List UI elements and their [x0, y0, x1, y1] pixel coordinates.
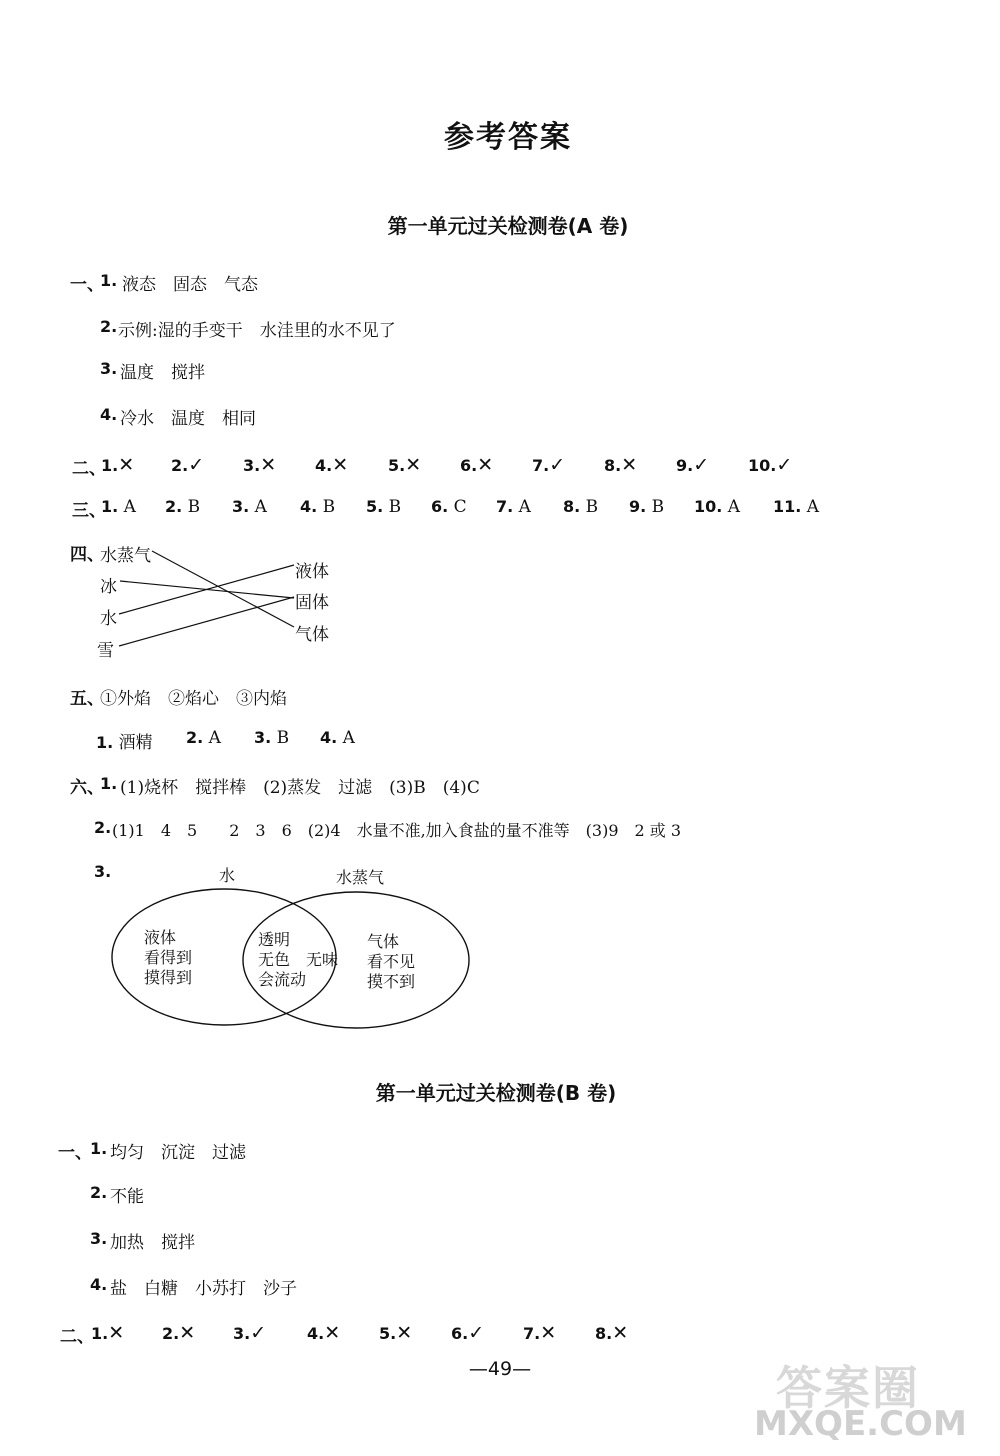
- a-q2-mark: ✕: [118, 454, 135, 476]
- a-q2-num: 5.: [388, 456, 406, 475]
- a-q3-num: 1.: [101, 497, 119, 516]
- a-q2-num: 7.: [532, 456, 550, 475]
- b-q1-item-num: 1.: [90, 1139, 108, 1158]
- a-q3-num: 9.: [629, 497, 647, 516]
- venn-left-only: [144, 928, 192, 988]
- section-b-title: 第一单元过关检测卷(B 卷): [375, 1081, 617, 1105]
- b-q2-num: 6.: [451, 1324, 469, 1343]
- b-q1-item-text: 均匀 沉淀 过滤: [110, 1143, 246, 1163]
- a-q5-answer: 酒精: [118, 733, 153, 753]
- a-q1-item-text: 温度 搅拌: [120, 363, 205, 383]
- a-q3-answer: B: [187, 497, 201, 517]
- a-q2-num: 2.: [171, 456, 189, 475]
- b-q2-mark: ✕: [396, 1322, 413, 1344]
- a-q6-label: 六、: [70, 778, 104, 798]
- venn-right-only: [367, 932, 415, 992]
- a-q3-answer: B: [322, 497, 336, 517]
- a-q3-num: 6.: [431, 497, 449, 516]
- a-q2-num: 10.: [748, 456, 777, 475]
- b-q2-mark: ✕: [612, 1322, 629, 1344]
- venn-text: 气体: [367, 932, 400, 951]
- venn-text: 透明: [258, 930, 291, 949]
- b-q2-mark: ✓: [468, 1322, 485, 1344]
- a-q5-num: 4.: [320, 728, 338, 747]
- a-q1-item-num: 3.: [100, 359, 118, 378]
- a-q5-num: 1.: [96, 733, 114, 752]
- a-q3-answer: B: [388, 497, 402, 517]
- a-q2-num: 8.: [604, 456, 622, 475]
- page-title: 参考答案: [444, 120, 572, 155]
- venn-text: 看不见: [367, 952, 416, 971]
- a-q3-label: 三、: [72, 501, 106, 521]
- b-q1-item-num: 3.: [90, 1229, 108, 1248]
- match-left-item: 水: [100, 609, 117, 629]
- a-q6-item-num: 1.: [100, 774, 118, 793]
- a-q5-num: 2.: [186, 728, 204, 747]
- venn-overlap: [258, 930, 338, 990]
- a-q3-num: 4.: [300, 497, 318, 516]
- watermark-logo: [740, 1352, 980, 1448]
- b-q2-num: 1.: [91, 1324, 109, 1343]
- match-line: [152, 551, 294, 627]
- a-q2-mark: ✕: [621, 454, 638, 476]
- a-q2-num: 6.: [460, 456, 478, 475]
- a-q2-mark: ✓: [188, 454, 205, 476]
- b-q2-mark: ✕: [179, 1322, 196, 1344]
- match-left-item: 雪: [97, 641, 114, 661]
- a-q2-mark: ✕: [332, 454, 349, 476]
- match-left-item: 冰: [100, 577, 117, 597]
- section-a-title: 第一单元过关检测卷(A 卷): [387, 214, 629, 238]
- a-q2-mark: ✓: [693, 454, 710, 476]
- a-q2-num: 4.: [315, 456, 333, 475]
- b-q2-num: 4.: [307, 1324, 325, 1343]
- b-q2-mark: ✓: [250, 1322, 267, 1344]
- a-q3-answer: B: [651, 497, 665, 517]
- a-q3-answer: A: [123, 497, 136, 517]
- a-q3-answer: A: [727, 497, 741, 517]
- a-q1-item-num: 1.: [100, 271, 118, 290]
- venn-text: 会流动: [258, 970, 307, 989]
- b-q2-num: 5.: [379, 1324, 397, 1343]
- a-q1-item-num: 4.: [100, 405, 118, 424]
- a-q6-item1: (1)烧杯 搅拌棒 (2)蒸发 过滤 (3)B (4)C: [120, 778, 480, 798]
- a-q5-num: 3.: [254, 728, 272, 747]
- a-q2-mark: ✕: [405, 454, 422, 476]
- a-q2-num: 1.: [101, 456, 119, 475]
- b-q2-mark: ✕: [540, 1322, 557, 1344]
- b-q2-num: 7.: [523, 1324, 541, 1343]
- venn-text: 摸不到: [367, 972, 416, 991]
- venn-text: 摸得到: [144, 968, 193, 987]
- a-q3-num: 8.: [563, 497, 581, 516]
- b-q2-row: [0, 1322, 1000, 1348]
- watermark-en: MXQE.COM: [754, 1404, 967, 1444]
- a-q2-mark: ✓: [776, 454, 793, 476]
- match-right-item: 固体: [295, 593, 329, 613]
- a-q1-item-text: 冷水 温度 相同: [120, 409, 256, 429]
- a-q3-answer: A: [254, 497, 267, 517]
- a-q2-num: 9.: [676, 456, 694, 475]
- b-q2-label: 二、: [60, 1327, 94, 1347]
- a-q6-item-num: 3.: [94, 862, 112, 881]
- match-left-item: 水蒸气: [100, 546, 151, 566]
- a-q3-num: 10.: [694, 497, 723, 516]
- a-q2-mark: ✕: [260, 454, 277, 476]
- b-q2-num: 3.: [233, 1324, 251, 1343]
- match-right-item: 气体: [295, 625, 329, 645]
- match-line: [119, 565, 294, 614]
- a-q3-answer: B: [585, 497, 599, 517]
- a-q1-item-text: 示例:湿的手变干 水洼里的水不见了: [118, 321, 396, 341]
- a-q3-num: 5.: [366, 497, 384, 516]
- a-q5-row: [0, 728, 1000, 754]
- watermark-cn: 答案圈: [776, 1361, 920, 1415]
- a-q6-item2: (1)1 4 5 2 3 6 (2)4 水量不准,加入食盐的量不准等 (3)9 2 或 3: [112, 821, 682, 840]
- b-q1-item-text: 盐 白糖 小苏打 沙子: [110, 1279, 297, 1299]
- a-q1-label: 一、: [70, 275, 104, 295]
- b-q1-label: 一、: [58, 1143, 92, 1163]
- b-q2-num: 8.: [595, 1324, 613, 1343]
- a-q3-answer: A: [518, 497, 531, 517]
- a-q2-mark: ✓: [549, 454, 566, 476]
- match-line: [119, 597, 294, 646]
- a-q2-num: 3.: [243, 456, 261, 475]
- venn-right-label: 水蒸气: [336, 868, 385, 887]
- page-number: —49—: [468, 1358, 532, 1380]
- a-q6-item-num: 2.: [94, 818, 112, 837]
- b-q1-item-num: 4.: [90, 1275, 108, 1294]
- a-q3-answer: C: [453, 497, 467, 517]
- a-q3-answer: A: [806, 497, 820, 517]
- a-q3-num: 11.: [773, 497, 802, 516]
- b-q1-item-text: 加热 搅拌: [110, 1233, 195, 1253]
- b-q1-item-text: 不能: [110, 1187, 144, 1207]
- b-q1-item-num: 2.: [90, 1183, 108, 1202]
- a-q5-answer: A: [208, 728, 221, 748]
- a-q3-num: 3.: [232, 497, 250, 516]
- b-q2-mark: ✕: [108, 1322, 125, 1344]
- a-q2-mark: ✕: [477, 454, 494, 476]
- a-q1-item-num: 2.: [100, 317, 118, 336]
- a-q5-answer: B: [276, 728, 290, 748]
- match-right-item: 液体: [295, 562, 329, 582]
- venn-text: 液体: [144, 928, 177, 947]
- venn-text: 无色 无味: [258, 950, 339, 969]
- a-q3-num: 2.: [165, 497, 183, 516]
- a-q5-label: 五、: [70, 689, 104, 709]
- a-q2-label: 二、: [72, 459, 106, 479]
- a-q4-label: 四、: [70, 545, 104, 565]
- a-q1-item-text: 液态 固态 气态: [122, 275, 258, 295]
- b-q2-num: 2.: [162, 1324, 180, 1343]
- venn-text: 看得到: [144, 948, 193, 967]
- a-q5-line: ①外焰 ②焰心 ③内焰: [100, 689, 287, 709]
- a-q5-answer: A: [342, 728, 355, 748]
- a-q3-num: 7.: [496, 497, 514, 516]
- venn-left-label: 水: [219, 866, 236, 885]
- b-q2-mark: ✕: [324, 1322, 341, 1344]
